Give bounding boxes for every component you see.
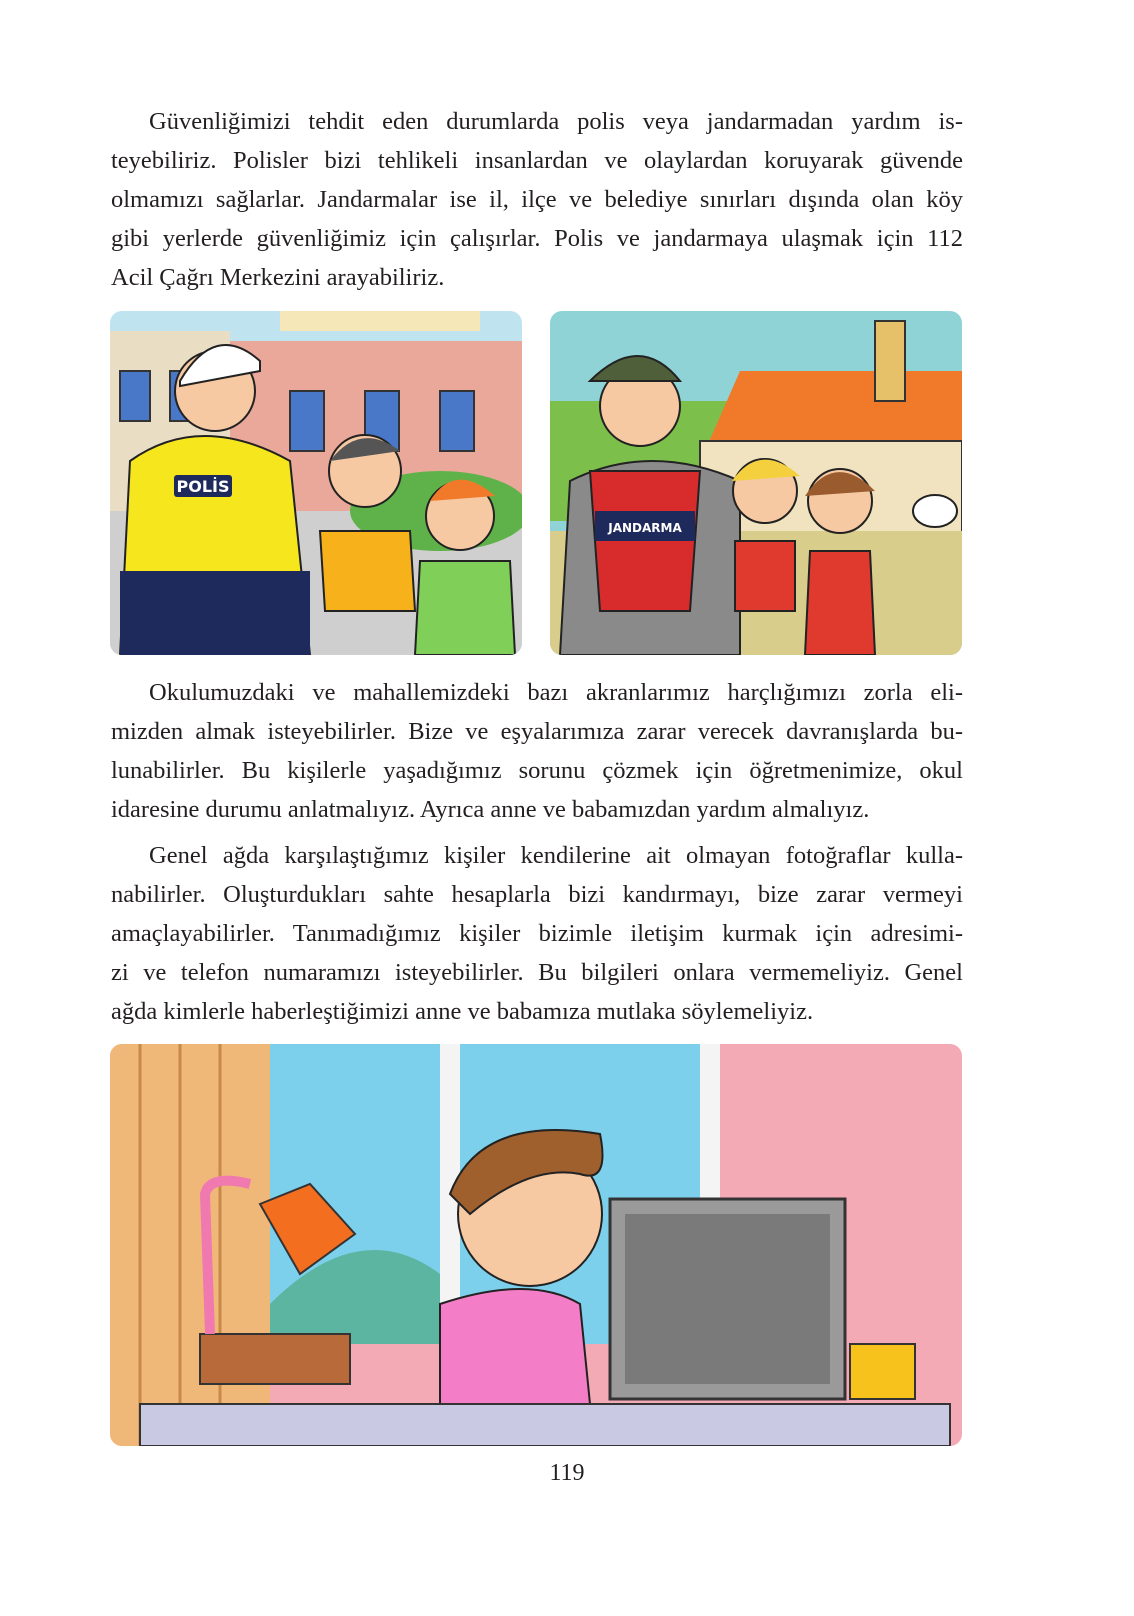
text-line: nabilirler. Oluşturdukları sahte hesaplarla bizi kandırmayı, bize zarar vermeyi (111, 881, 963, 908)
text-line: mizden almak isteyebilirler. Bize ve eşyalarımıza zarar verecek davranışlarda bu- (111, 718, 963, 745)
text-line: zi ve telefon numaramızı isteyebilirler. Bu bilgileri onlara vermemeliyiz. Genel (111, 959, 963, 986)
police-illustration (110, 311, 522, 655)
gendarme-vest-label: JANDARMA (608, 521, 682, 535)
text-line: olmamızı sağlarlar. Jandarmalar ise il, ilçe ve belediye sınırları dışında olan köy (111, 186, 963, 213)
text-line: lunabilirler. Bu kişilerle yaşadığımız sorunu çözmek için öğretmenimize, okul (111, 757, 963, 784)
paragraph-police-gendarme (111, 102, 963, 297)
text-line: Genel ağda karşılaştığımız kişiler kendilerine ait olmayan fotoğraflar kulla- (149, 842, 963, 869)
paragraph-online-safety (111, 836, 963, 1031)
text-line: idaresine durumu anlatmalıyız. Ayrıca anne ve babamızdan yardım almalıyız. (111, 796, 870, 823)
child-at-computer-illustration (110, 1044, 962, 1446)
text-line: ağda kimlerle haberleştiğimizi anne ve babamıza mutlaka söylemeliyiz. (111, 998, 814, 1025)
gendarme-illustration (550, 311, 962, 655)
paragraph-peer-bullying (111, 673, 963, 829)
text-line: Güvenliğimizi tehdit eden durumlarda polis veya jandarmadan yardım is- (149, 108, 963, 135)
text-line: amaçlayabilirler. Tanımadığımız kişiler bizimle iletişim kurmak için adresimi- (111, 920, 963, 947)
text-line: teyebiliriz. Polisler bizi tehlikeli insanlardan ve olaylardan koruyarak güvende (111, 147, 963, 174)
page-number: 119 (549, 1460, 585, 1486)
text-line: Acil Çağrı Merkezini arayabiliriz. (111, 264, 445, 291)
text-line: Okulumuzdaki ve mahallemizdeki bazı akranlarımız harçlığımızı zorla eli- (149, 679, 963, 706)
police-jacket-label: POLİS (176, 477, 230, 496)
text-line: gibi yerlerde güvenliğimiz için çalışırlar. Polis ve jandarmaya ulaşmak için 112 (111, 225, 963, 252)
